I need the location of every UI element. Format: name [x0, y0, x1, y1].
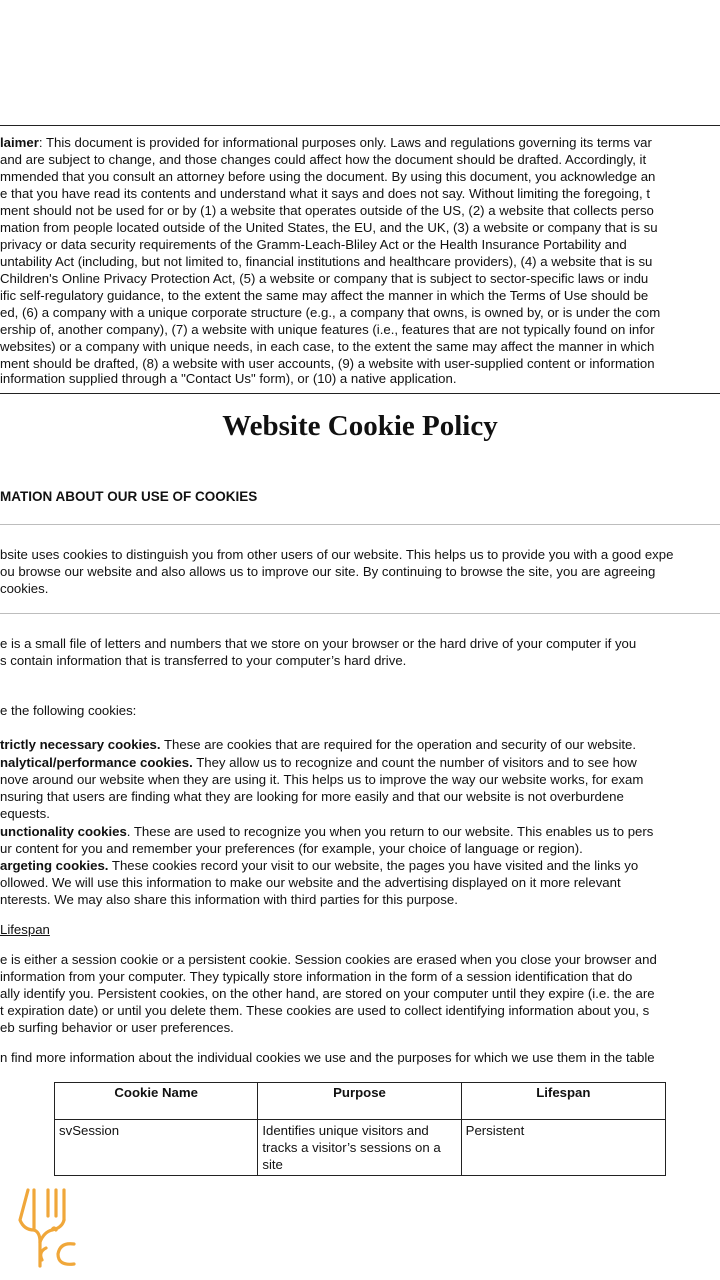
intro-line: bsite uses cookies to distinguish you from other users of our website. This helps us to provide you with a good expe — [0, 547, 674, 562]
disclaimer-line: untability Act (including, but not limited to, financial institutions and healthcare providers), (4) a website that is su — [0, 254, 653, 269]
disclaimer-line: websites) or a company with unique needs, in each case, to the extent the same may affect the manner in which — [0, 339, 655, 354]
table-intro: n find more information about the individual cookies we use and the purposes for which we use them in the table — [0, 1050, 655, 1065]
disclaimer-bottom-rule — [0, 393, 720, 394]
disclaimer-line: Children's Online Privacy Protection Act, (5) a website or company that is subject to sector-specific laws or indu — [0, 271, 649, 286]
lifespan-line: ally identify you. Persistent cookies, on the other hand, are stored on your computer until they expire (i.e. the are — [0, 986, 655, 1001]
cookie-type-strictly-necessary: trictly necessary cookies. These are cookies that are required for the operation and security of our website. — [0, 737, 637, 752]
table-header-row — [55, 1083, 666, 1120]
following-intro: e the following cookies: — [0, 703, 137, 718]
cookie-type-line: nsuring that users are finding what they are looking for more easily and that our website is not overburdene — [0, 789, 624, 804]
cookie-type-line: ur content for you and remember your preferences (for example, your choice of language or region). — [0, 841, 583, 856]
lifespan-line: t expiration date) or until you delete them. These cookies are used to collect identifying information about you, s — [0, 1003, 650, 1018]
cell-lifespan: Persistent — [461, 1120, 665, 1176]
cookie-type-targeting: argeting cookies. These cookies record your visit to our website, the pages you have visited and the links yo — [0, 858, 639, 873]
page-title: Website Cookie Policy — [222, 410, 498, 442]
cookie-type-line: nterests. We may also share this information with third parties for this purpose. — [0, 892, 458, 907]
disclaimer-line: ific self-regulatory guidance, to the extent the same may affect the manner in which the Terms of Use should be — [0, 288, 649, 303]
disclaimer-line: information supplied through a "Contact Us" form), or (10) a native application. — [0, 371, 457, 386]
lifespan-line: e is either a session cookie or a persistent cookie. Session cookies are erased when you close your browser and — [0, 952, 657, 967]
cookie-type-line: equests. — [0, 806, 50, 821]
cookie-type-analytical: nalytical/performance cookies. They allow us to recognize and count the number of visitors and to see how — [0, 755, 637, 770]
disclaimer-line: mation from people located outside of the United States, the EU, and the UK, (3) a website or company that is su — [0, 220, 658, 235]
lifespan-line: information from your computer. They typically store information in the form of a session identification that do — [0, 969, 633, 984]
section-divider — [0, 613, 720, 614]
definition-line: s contain information that is transferred to your computer’s hard drive. — [0, 653, 407, 668]
intro-line: cookies. — [0, 581, 49, 596]
cookie-table — [54, 1082, 666, 1176]
disclaimer-line: privacy or data security requirements of the Gramm-Leach-Bliley Act or the Health Insurance Portability and — [0, 237, 627, 252]
disclaimer-line: and are subject to change, and those changes could affect how the document should be drafted. Accordingly, it — [0, 152, 647, 167]
cell-purpose: Identifies unique visitors and tracks a visitor’s sessions on a site — [258, 1120, 461, 1176]
cookie-type-line: ollowed. We will use this information to make our website and the advertising displayed on it more relevant — [0, 875, 621, 890]
section-heading: MATION ABOUT OUR USE OF COOKIES — [0, 489, 258, 504]
definition-line: e is a small file of letters and numbers that we store on your browser or the hard drive of your computer if you — [0, 636, 637, 651]
lifespan-line: eb surfing behavior or user preferences. — [0, 1020, 234, 1035]
disclaimer-line: ership of, another company), (7) a website with unique features (i.e., features that are not typically found on infor — [0, 322, 655, 337]
disclaimer-line: mmended that you consult an attorney before using the document. By using this document, you acknowledge an — [0, 169, 656, 184]
disclaimer-label: laimer — [0, 135, 39, 150]
disclaimer-line: ment should not be used for or by (1) a website that operates outside of the US, (2) a website that collects perso — [0, 203, 654, 218]
disclaimer-top-rule — [0, 125, 720, 126]
disclaimer-line: ment should be drafted, (8) a website with user accounts, (9) a website with user-supplied content or information — [0, 356, 655, 371]
lifespan-heading: Lifespan — [0, 922, 50, 937]
cell-cookie-name: svSession — [55, 1120, 258, 1176]
intro-line: ou browse our website and also allows us to improve our site. By continuing to browse the site, you are agreeing — [0, 564, 656, 579]
cookie-type-functionality: unctionality cookies. These are used to recognize you when you return to our website. This enables us to pers — [0, 824, 654, 839]
column-header-cookie-name: Cookie Name — [55, 1083, 258, 1120]
disclaimer-line: e that you have read its contents and understand what it says and does not say. Without limiting the foregoing, t — [0, 186, 650, 201]
disclaimer-line-1: laimer: This document is provided for informational purposes only. Laws and regulations governing its terms var — [0, 135, 652, 150]
section-divider — [0, 524, 720, 525]
disclaimer-line: ed, (6) a company with a unique corporate structure (e.g., a company that owns, is owned by, or is under the com — [0, 305, 661, 320]
column-header-purpose: Purpose — [258, 1083, 461, 1120]
column-header-lifespan: Lifespan — [461, 1083, 665, 1120]
cookie-type-line: nove around our website when they are using it. This helps us to improve the way our website works, for exam — [0, 772, 644, 787]
fork-brand-logo-icon — [16, 1186, 90, 1270]
table-row — [55, 1120, 666, 1176]
